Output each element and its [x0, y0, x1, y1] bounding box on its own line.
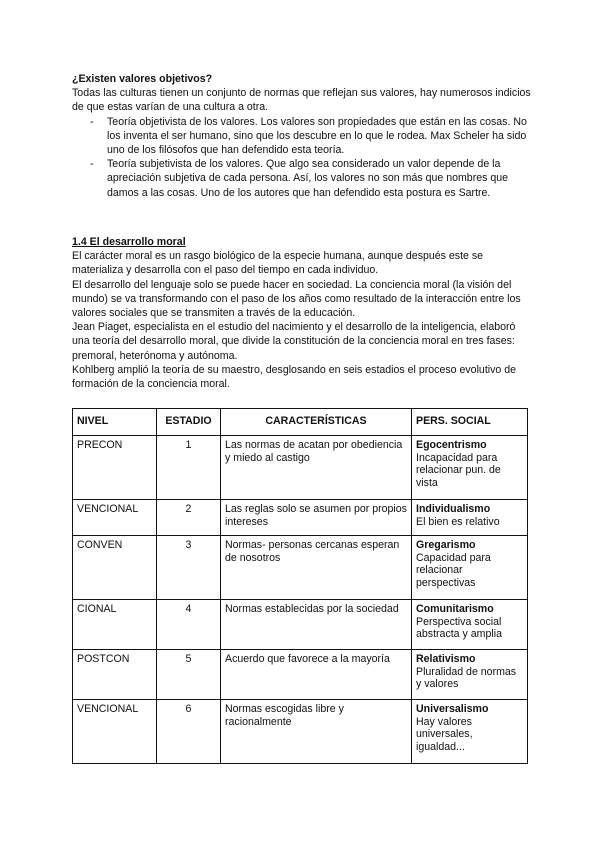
- social-title: Comunitarismo: [416, 603, 494, 615]
- dash-bullet: -: [90, 115, 94, 128]
- header-caracteristicas: CARACTERÍSTICAS: [221, 409, 412, 436]
- estadio-cell: 6: [157, 700, 221, 764]
- social-text: Capacidad para relacionar perspectivas: [416, 551, 491, 589]
- section-heading: ¿Existen valores objetivos?: [72, 73, 213, 85]
- intro-paragraph: Todas las culturas tienen un conjunto de normas que reflejan sus valores, hay numerosos indicios de que estas varían de una cultura a otra.: [72, 87, 531, 114]
- estadio-cell: 3: [157, 536, 221, 600]
- pers-social-cell: [412, 536, 528, 600]
- social-title: Individualismo: [416, 503, 491, 515]
- social-title: Egocentrismo: [416, 439, 487, 451]
- table-row: [73, 650, 528, 700]
- estadio-cell: 1: [157, 436, 221, 500]
- table-header-row: [73, 409, 528, 436]
- table-row: [73, 700, 528, 764]
- social-title: Gregarismo: [416, 539, 476, 551]
- paragraph: El carácter moral es un rasgo biológico de la especie humana, aunque después este se materializa y desarrolla con el paso del tiempo en cada individuo.: [72, 250, 484, 277]
- kohlberg-stages-table: [72, 408, 528, 764]
- table-row: [73, 600, 528, 650]
- social-text: Incapacidad para relacionar pun. de vista: [416, 451, 501, 489]
- pers-social-cell: [412, 700, 528, 764]
- subjectivist-theory-text: Teoría subjetivista de los valores. Que algo sea considerado un valor depende de la apreciación subjetiva de cada persona. Así, los valores no son más que nombres que damos a las cosas. Uno de los autores que han defendido esta postura es Sartre.: [107, 158, 509, 199]
- header-nivel: NIVEL: [73, 409, 157, 436]
- pers-social-cell: [412, 500, 528, 536]
- social-title: Universalismo: [416, 703, 489, 715]
- nivel-cell: POSTCON: [73, 650, 157, 700]
- table-row: [73, 436, 528, 500]
- objectivist-theory-text: Teoría objetivista de los valores. Los valores son propiedades que están en las cosas. No los inventa el ser humano, sino que los descubre en lo que le rodea. Max Scheler ha sido uno de los filósofos que han defendido esta teoría.: [107, 115, 527, 157]
- dash-bullet: -: [90, 158, 94, 171]
- caracteristicas-cell: Normas- personas cercanas esperan de nosotros: [221, 536, 412, 600]
- header-pers-social: PERS. SOCIAL: [412, 409, 528, 436]
- nivel-cell: VENCIONAL: [73, 700, 157, 764]
- table-row: [73, 500, 528, 536]
- caracteristicas-cell: Normas escogidas libre y racionalmente: [221, 700, 412, 764]
- nivel-cell: CONVEN: [73, 536, 157, 600]
- pers-social-cell: [412, 436, 528, 500]
- list-item: [72, 115, 532, 158]
- nivel-cell: PRECON: [73, 436, 157, 500]
- social-text: El bien es relativo: [416, 515, 500, 528]
- section-moral-development: [72, 235, 532, 391]
- social-title: Relativismo: [416, 653, 476, 665]
- list-item: [72, 157, 532, 200]
- table-row: [73, 536, 528, 600]
- estadio-cell: 2: [157, 500, 221, 536]
- social-text: Perspectiva social abstracta y amplia: [416, 615, 502, 641]
- nivel-cell: VENCIONAL: [73, 500, 157, 536]
- paragraph: Jean Piaget, especialista en el estudio del nacimiento y el desarrollo de la inteligencia, elaboró una teoría del desarrollo moral, que divide la constitución de la conciencia moral en tres fases: premoral, heterónoma y autónoma.: [72, 321, 516, 362]
- theory-list: [72, 115, 532, 200]
- pers-social-cell: [412, 600, 528, 650]
- social-text: Pluralidad de normas y valores: [416, 665, 517, 691]
- caracteristicas-cell: Acuerdo que favorece a la mayoría: [221, 650, 412, 700]
- section-heading: 1.4 El desarrollo moral: [72, 236, 186, 248]
- nivel-cell: CIONAL: [73, 600, 157, 650]
- paragraph: El desarrollo del lenguaje solo se puede hacer en sociedad. La conciencia moral (la visión del mundo) se va transformando con el paso de los años como resultado de la interacción entre los valores sociales que se transmiten a través de la educación.: [72, 278, 521, 320]
- caracteristicas-cell: Las normas de acatan por obediencia y miedo al castigo: [221, 436, 412, 500]
- social-text: Hay valores universales, igualdad...: [416, 715, 473, 753]
- header-estadio: ESTADIO: [157, 409, 221, 436]
- paragraph: Kohlberg amplió la teoría de su maestro, desglosando en seis estadios el proceso evolutivo de formación de la conciencia moral.: [72, 363, 517, 391]
- section-objective-values: [72, 72, 532, 200]
- caracteristicas-cell: Las reglas solo se asumen por propios intereses: [221, 500, 412, 536]
- estadio-cell: 5: [157, 650, 221, 700]
- caracteristicas-cell: Normas establecidas por la sociedad: [221, 600, 412, 650]
- pers-social-cell: [412, 650, 528, 700]
- estadio-cell: 4: [157, 600, 221, 650]
